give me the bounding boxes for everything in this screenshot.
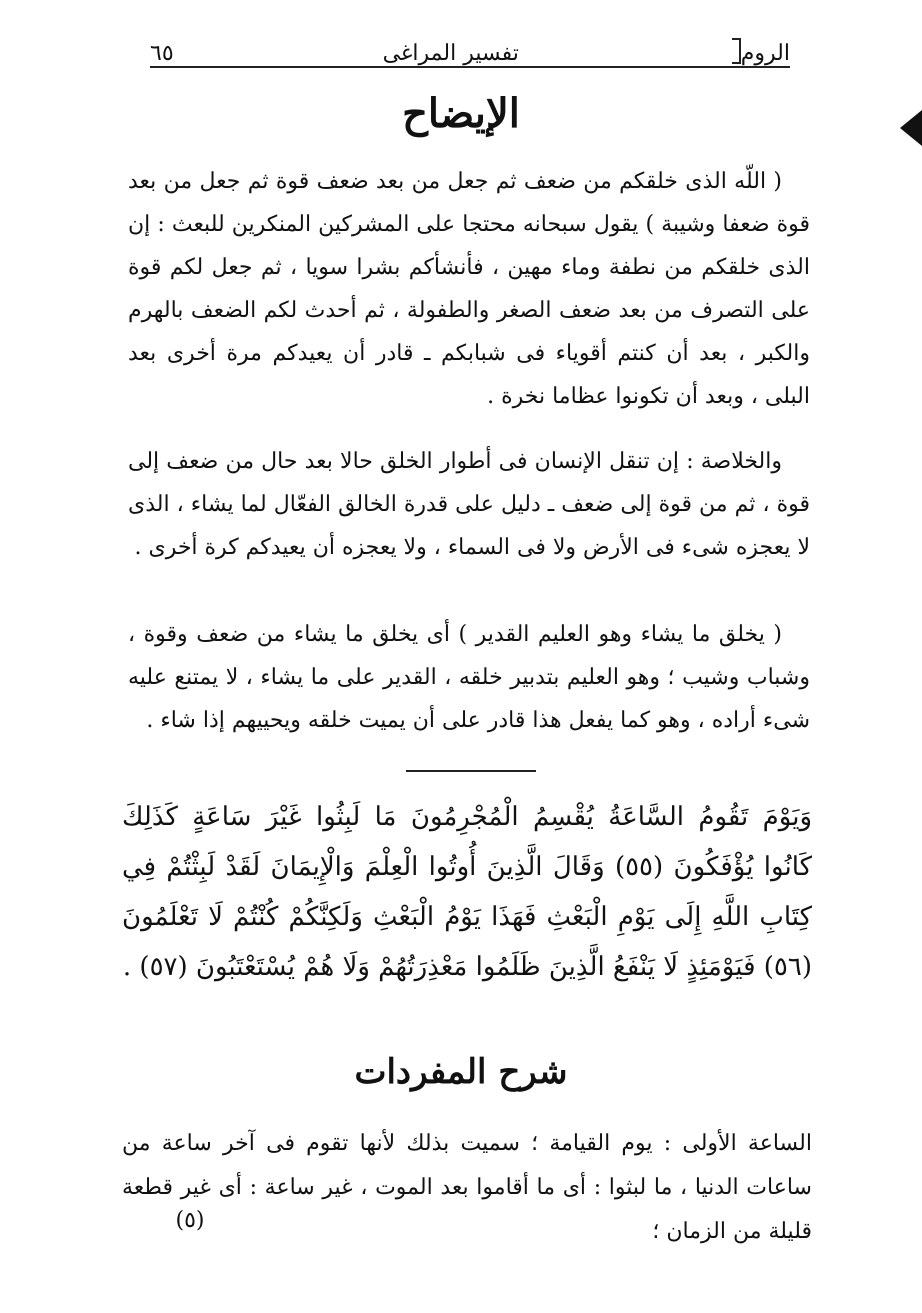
running-header (150, 26, 790, 66)
section-title: الإيضاح (402, 90, 520, 137)
gloss-text: الساعة الأولى : يوم القيامة ؛ سميت بذلك لأنها تقوم فى آخر ساعة من ساعات الدنيا ، ما لبثوا : أى ما أقاموا بعد الموت ، غير ساعة : أى غير قطعة قليلة من الزمان ؛ (122, 1131, 812, 1244)
quran-verses (122, 792, 812, 992)
header-rule (150, 66, 790, 68)
surah-name: الروم (728, 38, 790, 66)
vocabulary-gloss (122, 1122, 812, 1254)
paragraph-text: ( يخلق ما يشاء وهو العليم القدير ) أى يخلق ما يشاء من ضعف وقوة ، وشباب وشيب ؛ وهو العليم بتدبير خلقه ، القدير على ما يشاء ، لا يمتنع عليه شىء أراده ، وهو كما يفعل هذا قادر على أن يميت خلقه ويحييهم إذا شاء . (128, 622, 810, 733)
vocabulary-heading: شرح المفردات (354, 1052, 568, 1092)
paragraph-text: ( اللّه الذى خلقكم من ضعف ثم جعل من بعد ضعف قوة ثم جعل من بعد قوة ضعفا وشيبة ) يقول سبحانه محتجا على المشركين المنكرين للبعث : إن الذى خلقكم من نطفة وماء مهين ، فأنشأكم بشرا سويا ، ثم جعل لكم قوة على التصرف من بعد ضعف الصغر والطفولة ، ثم أحدث لكم الضعف بالهرم والكبر ، بعد أن كنتم أقوياء فى شبابكم ـ قادر أن يعيدكم مرة أخرى بعد البلى ، وبعد أن تكونوا عظاما نخرة . (128, 169, 810, 409)
header-bracket (732, 38, 741, 64)
paragraph-text: والخلاصة : إن تنقل الإنسان فى أطوار الخلق حالا بعد حال من ضعف إلى قوة ، ثم من قوة إلى ضعف ـ دليل على قدرة الخالق الفعّال لما يشاء ، الذى لا يعجزه شىء فى الأرض ولا فى السماء ، ولا يعجزه أن يعيدكم كرة أخرى . (128, 449, 810, 560)
book-title: تفسير المراغى (382, 41, 519, 66)
explanation-paragraph-3 (128, 613, 810, 742)
explanation-paragraph-1 (128, 160, 810, 418)
signature-mark: (٥) (175, 1208, 205, 1233)
verses-text: وَيَوْمَ تَقُومُ السَّاعَةُ يُقْسِمُ الْمُجْرِمُونَ مَا لَبِثُوا غَيْرَ سَاعَةٍ كَذَلِكَ كَانُوا يُؤْفَكُونَ (٥٥) وَقَالَ الَّذِينَ أُوتُوا الْعِلْمَ وَالْإِيمَانَ لَقَدْ لَبِثْتُمْ فِي كِتَابِ اللَّهِ إِلَى يَوْمِ الْبَعْثِ فَهَذَا يَوْمُ الْبَعْثِ وَلَكِنَّكُمْ كُنْتُمْ لَا تَعْلَمُونَ (٥٦) فَيَوْمَئِذٍ لَا يَنْفَعُ الَّذِينَ ظَلَمُوا مَعْذِرَتُهُمْ وَلَا هُمْ يُسْتَعْتَبُونَ (٥٧) . (122, 802, 812, 982)
section-divider (406, 770, 536, 772)
page-number: ٦٥ (150, 41, 174, 66)
explanation-paragraph-2 (128, 440, 810, 569)
